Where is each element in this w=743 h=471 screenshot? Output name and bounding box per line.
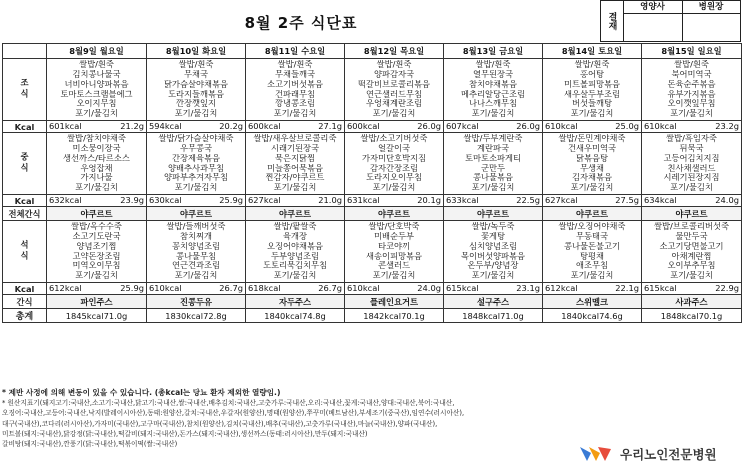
kcal-value: 1840kcal (264, 310, 303, 321)
menu-item: 양념조기찜 (76, 241, 117, 251)
kcal-value: 607kcal (446, 121, 479, 131)
menu-item: 소고기도란국 (72, 231, 121, 241)
menu-item: 김치콩나물국 (72, 69, 121, 79)
snack-label: 간식 (3, 295, 47, 309)
breakfast_kcal-cell (444, 121, 543, 133)
menu-item: 도라지오이무침 (365, 173, 423, 183)
menu-item: 꽃게탕 (480, 231, 506, 241)
protein-value: 20.2g (219, 121, 243, 131)
all_snack-row (3, 207, 742, 221)
lunch-cell (543, 133, 642, 195)
dinner_kcal-cell (246, 283, 345, 295)
protein-value: 70.1g (698, 310, 723, 321)
breakfast_kcal-cell (543, 121, 642, 133)
menu-item: 도라지들깨볶음 (167, 89, 225, 99)
dinner_kcal-cell (47, 283, 147, 295)
all_snack-cell: 야쿠르트 (543, 207, 642, 221)
note-line: 갈비탕(돼지:국내산),깐풍기(닭:국내산),떡볶이떡(쌀:국내산) (2, 440, 178, 449)
menu-item: 양파감자국 (373, 69, 415, 79)
lunch_kcal-row (3, 195, 742, 207)
all_snack-cell: 야쿠르트 (246, 207, 345, 221)
dinner-cell (246, 221, 345, 283)
menu-item: 토마토스크램블에그 (60, 89, 133, 99)
protein-value: 23.1g (516, 283, 540, 293)
menu-item: 묵은지닭찜 (274, 153, 316, 163)
kcal-value: 612kcal (49, 283, 82, 293)
menu-item: 미배순두부 (373, 231, 415, 241)
menu-item: 쌀밥/브로콜리버섯죽 (654, 222, 729, 232)
menu-item: 콘샐러드 (377, 261, 411, 271)
menu-item: 포기/물김치 (570, 271, 614, 281)
kcal-value: 600kcal (347, 121, 380, 131)
menu-item: 닭가슴살야채볶음 (163, 79, 229, 89)
menu-item: 돈육순주볶음 (667, 79, 716, 89)
snack-cell: 자두주스 (246, 295, 345, 309)
dinner_kcal-cell (642, 283, 742, 295)
menu-item: 오이지무침 (76, 99, 117, 109)
hospital-name: 우리노인전문병원 (620, 447, 717, 462)
kcal-value: 1830kcal (165, 310, 204, 321)
menu-item: 토마토소파게티 (464, 153, 522, 163)
lunch-cell (147, 133, 246, 195)
breakfast_kcal-cell (147, 121, 246, 133)
menu-item: 소고기당면불고기 (659, 241, 724, 251)
menu-item: 포기/물김치 (372, 183, 416, 193)
menu-item: 무채들깨국 (274, 69, 316, 79)
menu-item: 깐장깻잎지 (175, 99, 217, 109)
menu-item: 도토리묵김치무침 (262, 261, 328, 271)
kcal-value: 610kcal (347, 283, 380, 293)
menu-item: 고등어김치지짐 (663, 153, 720, 163)
menu-item: 포기/물김치 (372, 109, 416, 119)
day-header: 8월9일 월요일 (47, 44, 147, 59)
menu-item: 포기/물김치 (174, 109, 218, 119)
menu-item: 쌀밥/돈민계야채죽 (558, 134, 626, 144)
menu-item: 아채계란찜 (671, 251, 712, 261)
menu-item: 너비아니양파볶음 (64, 79, 129, 89)
day-header: 8월11일 수요일 (246, 44, 345, 59)
protein-value: 21.0g (318, 195, 342, 205)
menu-item: 간장제육볶음 (171, 153, 221, 163)
dinner_kcal-cell (147, 283, 246, 295)
menu-item: 열무된장국 (472, 69, 514, 79)
menu-item: 나나스깨무침 (468, 99, 518, 109)
menu-item: 얼갈이국 (377, 143, 411, 153)
menu-item: 포기/물김치 (75, 109, 118, 119)
hospital-logo-icon (578, 443, 614, 465)
protein-value: 22.9g (715, 283, 739, 293)
all_snack-cell: 야쿠르트 (444, 207, 543, 221)
total-label: 총계 (3, 309, 47, 323)
menu-item: 포기/물김치 (174, 271, 218, 281)
menu-item: 타코야끼 (377, 241, 411, 251)
kcal-value: 1840kcal (561, 310, 600, 321)
menu-item: 육개장 (282, 231, 308, 241)
menu-item: 쌀밥/흰죽 (674, 60, 709, 70)
kcal-value: 594kcal (149, 121, 182, 131)
snack-cell: 파인주스 (47, 295, 147, 309)
menu-item: 쌀밥/들깨버섯죽 (166, 222, 226, 232)
menu-item: 쌀밥/단호박죽 (368, 222, 420, 232)
page-title: 8월 2주 식단표 (244, 13, 358, 32)
menu-item: 깡냉콩조림 (274, 99, 316, 109)
menu-item: 시레기된장지짐 (663, 173, 720, 183)
kcal-value: 627kcal (248, 195, 281, 205)
menu-item: 군만두 (480, 163, 506, 173)
menu-item: 우엉채계란조림 (365, 99, 423, 109)
breakfast-cell (246, 59, 345, 121)
protein-value: 26.0g (516, 121, 540, 131)
approval-director: 병원장 (682, 1, 740, 14)
menu-item: 목이버섯양파볶음 (460, 251, 526, 261)
menu-item: 쌀밥/오징어야채죽 (558, 222, 626, 232)
menu-item: 포기/물김치 (471, 271, 515, 281)
kcal-value: 633kcal (446, 195, 479, 205)
lunch-cell (642, 133, 742, 195)
breakfast-cell (543, 59, 642, 121)
menu-item: 쌀밥/흰죽 (79, 60, 114, 70)
menu-item: 미소뭉이장국 (72, 143, 121, 153)
kcal-value: 615kcal (644, 283, 677, 293)
menu-item: 포기/물김치 (570, 183, 614, 193)
all_snack-cell: 야쿠르트 (147, 207, 246, 221)
note-line: 대구(국내산),코다리(러시아산),가자미(국내산),고구마(국내산),참치(원양산),김치(국내산),배추(국내산),고춧가루(국내산),마늘(국내산),양파(국내산), (2, 419, 438, 428)
note-line: * 제반 사정에 의해 변동이 있을 수 있습니다. (총kcal는 당뇨 환자 제외한 열량임.) (2, 388, 281, 397)
kcal-value: 615kcal (446, 283, 479, 293)
menu-item: 포기/물김치 (273, 271, 317, 281)
menu-item: 가자미단호박지짐 (361, 153, 427, 163)
breakfast-row (3, 59, 742, 121)
total-cell (444, 309, 543, 323)
lunch-cell (246, 133, 345, 195)
breakfast_kcal-label: Kcal (3, 121, 47, 133)
protein-value: 26.7g (219, 283, 243, 293)
menu-item: 계란파국 (476, 143, 510, 153)
lunch_kcal-label: Kcal (3, 195, 47, 207)
menu-item: 무채국 (183, 69, 209, 79)
protein-value: 23.9g (120, 195, 144, 205)
menu-item: 쌀밥/흑임자죽 (666, 134, 717, 144)
dinner-cell (543, 221, 642, 283)
menu-item: 우무콩국 (179, 143, 213, 153)
menu-item: 콩나물돈불고기 (563, 241, 621, 251)
dinner_kcal-cell (345, 283, 444, 295)
menu-item: 쌀밥/닭가슴살야채죽 (158, 134, 234, 144)
menu-item: 쌀밥/흰죽 (574, 60, 610, 70)
menu-item: 포기/물김치 (75, 183, 118, 193)
kcal-value: 631kcal (347, 195, 380, 205)
menu-item: 쌀밥/소고기버섯죽 (360, 134, 428, 144)
total-cell (246, 309, 345, 323)
menu-item: 새우살두부조림 (563, 89, 621, 99)
menu-table (2, 43, 742, 323)
protein-value: 20.1g (417, 195, 441, 205)
protein-value: 24.0g (417, 283, 441, 293)
kcal-value: 610kcal (644, 121, 677, 131)
menu-item: 양배추사과무침 (167, 163, 225, 173)
snack-cell: 진콩두유 (147, 295, 246, 309)
menu-item: 쌀밥/흰죽 (277, 60, 313, 70)
breakfast_kcal-cell (47, 121, 147, 133)
all_snack-cell: 야쿠르트 (345, 207, 444, 221)
approval-nutritionist: 영양사 (623, 1, 683, 14)
menu-item: 새송이피망볶음 (365, 251, 423, 261)
lunch_kcal-cell (444, 195, 543, 207)
menu-item: 포기/물김치 (670, 271, 713, 281)
total-row (3, 309, 742, 323)
protein-value: 21.2g (120, 121, 144, 131)
protein-value: 22.1g (615, 283, 639, 293)
day-header-row (3, 44, 742, 59)
lunch-cell (444, 133, 543, 195)
note-line: 미트볼(돼지:국내산),닭강정(닭:국내산),떡갈비(돼지:국내산),돈가스(돼지:국내산),생선까스(동태:러시아산),만두(돼지:국내산) (2, 429, 368, 438)
protein-value: 25.9g (219, 195, 243, 205)
menu-item: 쌀밥/참치야채죽 (67, 134, 126, 144)
lunch_kcal-cell (147, 195, 246, 207)
dinner_kcal-label: Kcal (3, 283, 47, 295)
protein-value: 22.5g (516, 195, 540, 205)
protein-value: 23.2g (715, 121, 739, 131)
menu-item: 쌀밥/흰죽 (475, 60, 511, 70)
lunch_kcal-cell (345, 195, 444, 207)
breakfast-cell (444, 59, 543, 121)
snack-row (3, 295, 742, 309)
breakfast-cell (642, 59, 742, 121)
menu-item: 포기/물김치 (174, 183, 218, 193)
protein-value: 74.6g (599, 310, 623, 321)
kcal-value: 634kcal (644, 195, 677, 205)
protein-value: 72.8g (203, 310, 227, 321)
breakfast-cell (47, 59, 147, 121)
kcal-value: 630kcal (149, 195, 182, 205)
lunch-row (3, 133, 742, 195)
day-header: 8월12일 목요일 (345, 44, 444, 59)
menu-item: 참치찌개 (179, 231, 213, 241)
approval-label: 결재 (601, 1, 624, 41)
notes (2, 388, 602, 449)
menu-item: 건새우미역국 (567, 143, 617, 153)
dinner-cell (47, 221, 147, 283)
menu-item: 뒤묵국 (679, 143, 704, 153)
menu-item: 탕평채 (579, 251, 605, 261)
dinner_kcal-cell (444, 283, 543, 295)
menu-item: 포기/물김치 (75, 271, 118, 281)
menu-item: 연근샐러드무침 (365, 89, 423, 99)
hospital-logo (578, 442, 740, 466)
lunch_kcal-cell (543, 195, 642, 207)
lunch-cell (47, 133, 147, 195)
kcal-value: 1845kcal (65, 310, 104, 321)
menu-item: 포기/물김치 (372, 271, 416, 281)
menu-item: 떡갈비브로콜리볶음 (357, 79, 431, 89)
menu-item: 쌀밥/팥쌀죽 (273, 222, 317, 232)
snack-cell: 플레인요거트 (345, 295, 444, 309)
menu-item: 생선까스/타르소스 (63, 153, 130, 163)
snack-cell: 설구주스 (444, 295, 543, 309)
all_snack-cell: 야쿠르트 (47, 207, 147, 221)
menu-item: 찐감자/야쿠르트 (265, 173, 325, 183)
kcal-value: 610kcal (545, 121, 578, 131)
lunch-cell (345, 133, 444, 195)
total-cell (147, 309, 246, 323)
kcal-value: 1842kcal (363, 310, 402, 321)
menu-item: 포기/물김치 (670, 109, 713, 119)
menu-item: 우엉잡채 (80, 163, 113, 173)
menu-item: 쌀밥/옥수수죽 (71, 222, 122, 232)
menu-item: 두부양념조림 (270, 251, 320, 261)
menu-item: 포기/물김치 (471, 183, 515, 193)
total-cell (47, 309, 147, 323)
menu-item: 건파래무침 (274, 89, 316, 99)
dinner_kcal-row (3, 283, 742, 295)
menu-item: 홍어탕 (579, 69, 605, 79)
lunch_kcal-cell (642, 195, 742, 207)
protein-value: 71.0g (103, 310, 128, 321)
kcal-value: 1848kcal (660, 310, 699, 321)
menu-item: 가지나물 (80, 173, 113, 183)
menu-item: 포기/물김치 (471, 109, 515, 119)
day-header: 8월13일 금요일 (444, 44, 543, 59)
menu-item: 연근견과조림 (171, 261, 221, 271)
menu-item: 북어미역국 (671, 69, 712, 79)
dinner-cell (345, 221, 444, 283)
menu-item: 포기/물김치 (570, 109, 614, 119)
lunch_kcal-cell (246, 195, 345, 207)
menu-item: 포기/물김치 (670, 183, 713, 193)
protein-value: 26.7g (318, 283, 342, 293)
menu-item: 쌀밥/흰죽 (376, 60, 412, 70)
day-header: 8월15일 일요일 (642, 44, 742, 59)
breakfast-cell (147, 59, 246, 121)
menu-item: 심치양념조림 (468, 241, 518, 251)
dinner-cell (444, 221, 543, 283)
menu-item: 콩나물무침 (175, 251, 217, 261)
kcal-value: 610kcal (149, 283, 182, 293)
menu-item: 무동태국 (575, 231, 609, 241)
kcal-value: 618kcal (248, 283, 281, 293)
snack-cell: 사과주스 (642, 295, 742, 309)
menu-item: 온두부/양념장 (467, 261, 519, 271)
kcal-value: 601kcal (49, 121, 82, 131)
menu-item: 메추리알당근조림 (460, 89, 526, 99)
kcal-value: 612kcal (545, 283, 578, 293)
menu-item: 포기/물김치 (273, 183, 317, 193)
dinner-cell (147, 221, 246, 283)
menu-item: 친사채샐러드 (667, 163, 716, 173)
protein-value: 26.0g (417, 121, 441, 131)
menu-item: 고약돈장조림 (72, 251, 121, 261)
approval-box (600, 0, 741, 42)
protein-value: 71.0g (500, 310, 524, 321)
menu-item: 꽁치양념조림 (171, 241, 221, 251)
lunch-label: 중식 (3, 133, 47, 195)
kcal-value: 600kcal (248, 121, 281, 131)
menu-item: 닭볶음탕 (575, 153, 609, 163)
all_snack-cell: 야쿠르트 (642, 207, 742, 221)
protein-value: 25.0g (615, 121, 639, 131)
kcal-value: 627kcal (545, 195, 578, 205)
protein-value: 70.1g (401, 310, 425, 321)
breakfast_kcal-cell (642, 121, 742, 133)
menu-item: 유부가지볶음 (667, 89, 716, 99)
total-cell (642, 309, 742, 323)
menu-item: 버섯들깨탕 (571, 99, 613, 109)
protein-value: 74.8g (302, 310, 326, 321)
menu-item: 쌀밥/새우살브로콜리죽 (253, 134, 337, 144)
menu-item: 김자채볶음 (571, 173, 613, 183)
note-line: 오징어:국내산,고등어:국내산,낙지(발레이시아산),동태:원양산,갈치:국내산,우갈자(원양산),명태(원양산),쭈꾸미(베트남산),부세조기(중국산),임연수(러시아산), (2, 409, 465, 418)
menu-item: 물만두국 (675, 231, 708, 241)
dinner-row (3, 221, 742, 283)
note-line: * 원산지표기(돼지고기:국내산,소고기:국내산,닭고기:국내산,쌀:국내산,배추김치:국내산,고춧가루:국내산,오리:국내산,꽃게:국내산,양대:국내산,북어:국내산, (2, 399, 455, 408)
menu-item: 미늘쫑어묵볶음 (266, 163, 324, 173)
day-header: 8월10일 화요일 (147, 44, 246, 59)
total-cell (345, 309, 444, 323)
breakfast_kcal-cell (246, 121, 345, 133)
menu-item: 미역오이무침 (72, 261, 121, 271)
menu-item: 쌀밥/녹두죽 (471, 222, 515, 232)
menu-item: 참치야채볶음 (468, 79, 518, 89)
menu-item: 양파부추겨자무침 (163, 173, 229, 183)
snack-cell: 스위멜크 (543, 295, 642, 309)
lunch_kcal-cell (47, 195, 147, 207)
kcal-value: 1848kcal (462, 310, 501, 321)
menu-item: 포기/물김치 (273, 109, 317, 119)
kcal-value: 632kcal (49, 195, 82, 205)
menu-item: 미트볼피망볶음 (563, 79, 621, 89)
protein-value: 25.9g (120, 283, 144, 293)
day-header: 8월14일 토요일 (543, 44, 642, 59)
approval-sign-slot (623, 14, 683, 41)
breakfast-cell (345, 59, 444, 121)
total-cell (543, 309, 642, 323)
menu-item: 쌀밥/흰죽 (178, 60, 214, 70)
menu-item: 오이부추무침 (667, 261, 716, 271)
all_snack-label: 전체간식 (3, 207, 47, 221)
dinner-label: 석식 (3, 221, 47, 283)
breakfast_kcal-row (3, 121, 742, 133)
corner-cell (3, 44, 47, 59)
menu-item: 쌀밥/두부계란죽 (463, 134, 523, 144)
protein-value: 24.0g (715, 195, 739, 205)
protein-value: 27.5g (615, 195, 639, 205)
menu-item: 무생채 (579, 163, 605, 173)
dinner_kcal-cell (543, 283, 642, 295)
menu-item: 콩나물볶음 (472, 173, 514, 183)
breakfast_kcal-cell (345, 121, 444, 133)
menu-item: 감자간장조림 (369, 163, 419, 173)
menu-item: 오징어야채볶음 (266, 241, 324, 251)
breakfast-label: 조식 (3, 59, 47, 121)
menu-item: 오이깻잎무침 (667, 99, 716, 109)
menu-item: 소고기버섯볶음 (266, 79, 324, 89)
protein-value: 27.1g (318, 121, 342, 131)
dinner-cell (642, 221, 742, 283)
menu-item: 시래기된장국 (270, 143, 320, 153)
menu-item: 애조무침 (575, 261, 609, 271)
